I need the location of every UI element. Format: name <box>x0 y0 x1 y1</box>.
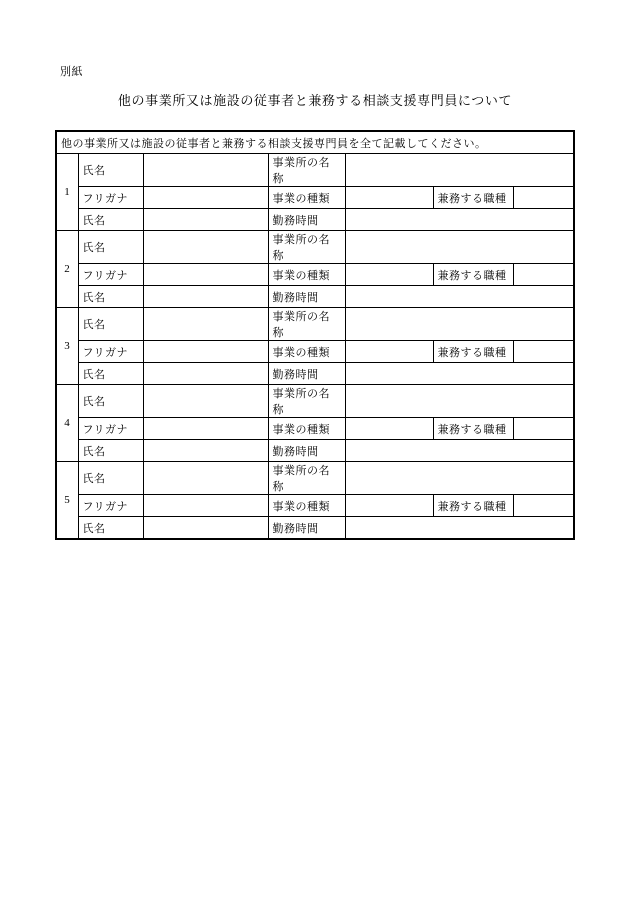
office-name-label: 事業所の名称 <box>268 385 345 418</box>
name-value[interactable] <box>143 154 268 187</box>
furigana-label: フリガナ <box>78 341 143 363</box>
working-hours-label: 勤務時間 <box>268 363 345 385</box>
concurrent-job-label: 兼務する職種 <box>433 264 513 286</box>
concurrent-job-label: 兼務する職種 <box>433 187 513 209</box>
office-name-label: 事業所の名称 <box>268 462 345 495</box>
working-hours-value[interactable] <box>345 286 574 308</box>
name-value-2[interactable] <box>143 363 268 385</box>
table-row <box>56 341 574 363</box>
table-row <box>56 209 574 231</box>
business-type-value[interactable] <box>345 495 433 517</box>
furigana-label: フリガナ <box>78 264 143 286</box>
table-row <box>56 495 574 517</box>
row-number: 3 <box>56 308 78 385</box>
row-number: 1 <box>56 154 78 231</box>
table-row <box>56 385 574 418</box>
table-row <box>56 286 574 308</box>
name-label: 氏名 <box>78 462 143 495</box>
working-hours-value[interactable] <box>345 440 574 462</box>
name-value[interactable] <box>143 462 268 495</box>
office-name-label: 事業所の名称 <box>268 154 345 187</box>
attachment-label: 別紙 <box>60 66 83 78</box>
office-name-value[interactable] <box>345 308 574 341</box>
name-value[interactable] <box>143 308 268 341</box>
row-number: 2 <box>56 231 78 308</box>
table-row <box>56 517 574 540</box>
office-name-value[interactable] <box>345 462 574 495</box>
row-number: 4 <box>56 385 78 462</box>
staff-form-table <box>55 130 575 540</box>
office-name-value[interactable] <box>345 385 574 418</box>
instruction-row <box>56 131 574 154</box>
business-type-label: 事業の種類 <box>268 264 345 286</box>
name-value[interactable] <box>143 385 268 418</box>
office-name-value[interactable] <box>345 231 574 264</box>
name-label: 氏名 <box>78 308 143 341</box>
concurrent-job-value[interactable] <box>513 187 574 209</box>
table-row <box>56 363 574 385</box>
furigana-label: フリガナ <box>78 187 143 209</box>
furigana-value[interactable] <box>143 495 268 517</box>
name-label: 氏名 <box>78 286 143 308</box>
furigana-label: フリガナ <box>78 495 143 517</box>
concurrent-job-value[interactable] <box>513 264 574 286</box>
working-hours-label: 勤務時間 <box>268 209 345 231</box>
name-label: 氏名 <box>78 363 143 385</box>
business-type-label: 事業の種類 <box>268 187 345 209</box>
concurrent-job-label: 兼務する職種 <box>433 341 513 363</box>
business-type-label: 事業の種類 <box>268 341 345 363</box>
name-label: 氏名 <box>78 231 143 264</box>
table-row <box>56 154 574 187</box>
office-name-label: 事業所の名称 <box>268 231 345 264</box>
furigana-value[interactable] <box>143 264 268 286</box>
furigana-value[interactable] <box>143 187 268 209</box>
working-hours-value[interactable] <box>345 517 574 540</box>
name-label: 氏名 <box>78 385 143 418</box>
name-label: 氏名 <box>78 440 143 462</box>
business-type-value[interactable] <box>345 341 433 363</box>
concurrent-job-value[interactable] <box>513 418 574 440</box>
name-label: 氏名 <box>78 209 143 231</box>
working-hours-label: 勤務時間 <box>268 440 345 462</box>
business-type-value[interactable] <box>345 418 433 440</box>
office-name-value[interactable] <box>345 154 574 187</box>
page-title: 他の事業所又は施設の従事者と兼務する相談支援専門員について <box>117 93 513 108</box>
name-value-2[interactable] <box>143 517 268 540</box>
working-hours-label: 勤務時間 <box>268 517 345 540</box>
name-value[interactable] <box>143 231 268 264</box>
office-name-label: 事業所の名称 <box>268 308 345 341</box>
table-row <box>56 231 574 264</box>
concurrent-job-value[interactable] <box>513 341 574 363</box>
table-row <box>56 418 574 440</box>
row-number: 5 <box>56 462 78 540</box>
business-type-label: 事業の種類 <box>268 418 345 440</box>
table-row <box>56 264 574 286</box>
concurrent-job-label: 兼務する職種 <box>433 418 513 440</box>
form-table-container <box>55 130 575 540</box>
furigana-label: フリガナ <box>78 418 143 440</box>
name-value-2[interactable] <box>143 440 268 462</box>
business-type-label: 事業の種類 <box>268 495 345 517</box>
working-hours-label: 勤務時間 <box>268 286 345 308</box>
working-hours-value[interactable] <box>345 209 574 231</box>
concurrent-job-value[interactable] <box>513 495 574 517</box>
table-row <box>56 440 574 462</box>
table-row <box>56 462 574 495</box>
working-hours-value[interactable] <box>345 363 574 385</box>
name-label: 氏名 <box>78 517 143 540</box>
furigana-value[interactable] <box>143 341 268 363</box>
business-type-value[interactable] <box>345 187 433 209</box>
name-label: 氏名 <box>78 154 143 187</box>
name-value-2[interactable] <box>143 209 268 231</box>
instruction-text: 他の事業所又は施設の従事者と兼務する相談支援専門員を全て記載してください。 <box>56 131 574 154</box>
furigana-value[interactable] <box>143 418 268 440</box>
table-row <box>56 187 574 209</box>
table-row <box>56 308 574 341</box>
name-value-2[interactable] <box>143 286 268 308</box>
business-type-value[interactable] <box>345 264 433 286</box>
concurrent-job-label: 兼務する職種 <box>433 495 513 517</box>
